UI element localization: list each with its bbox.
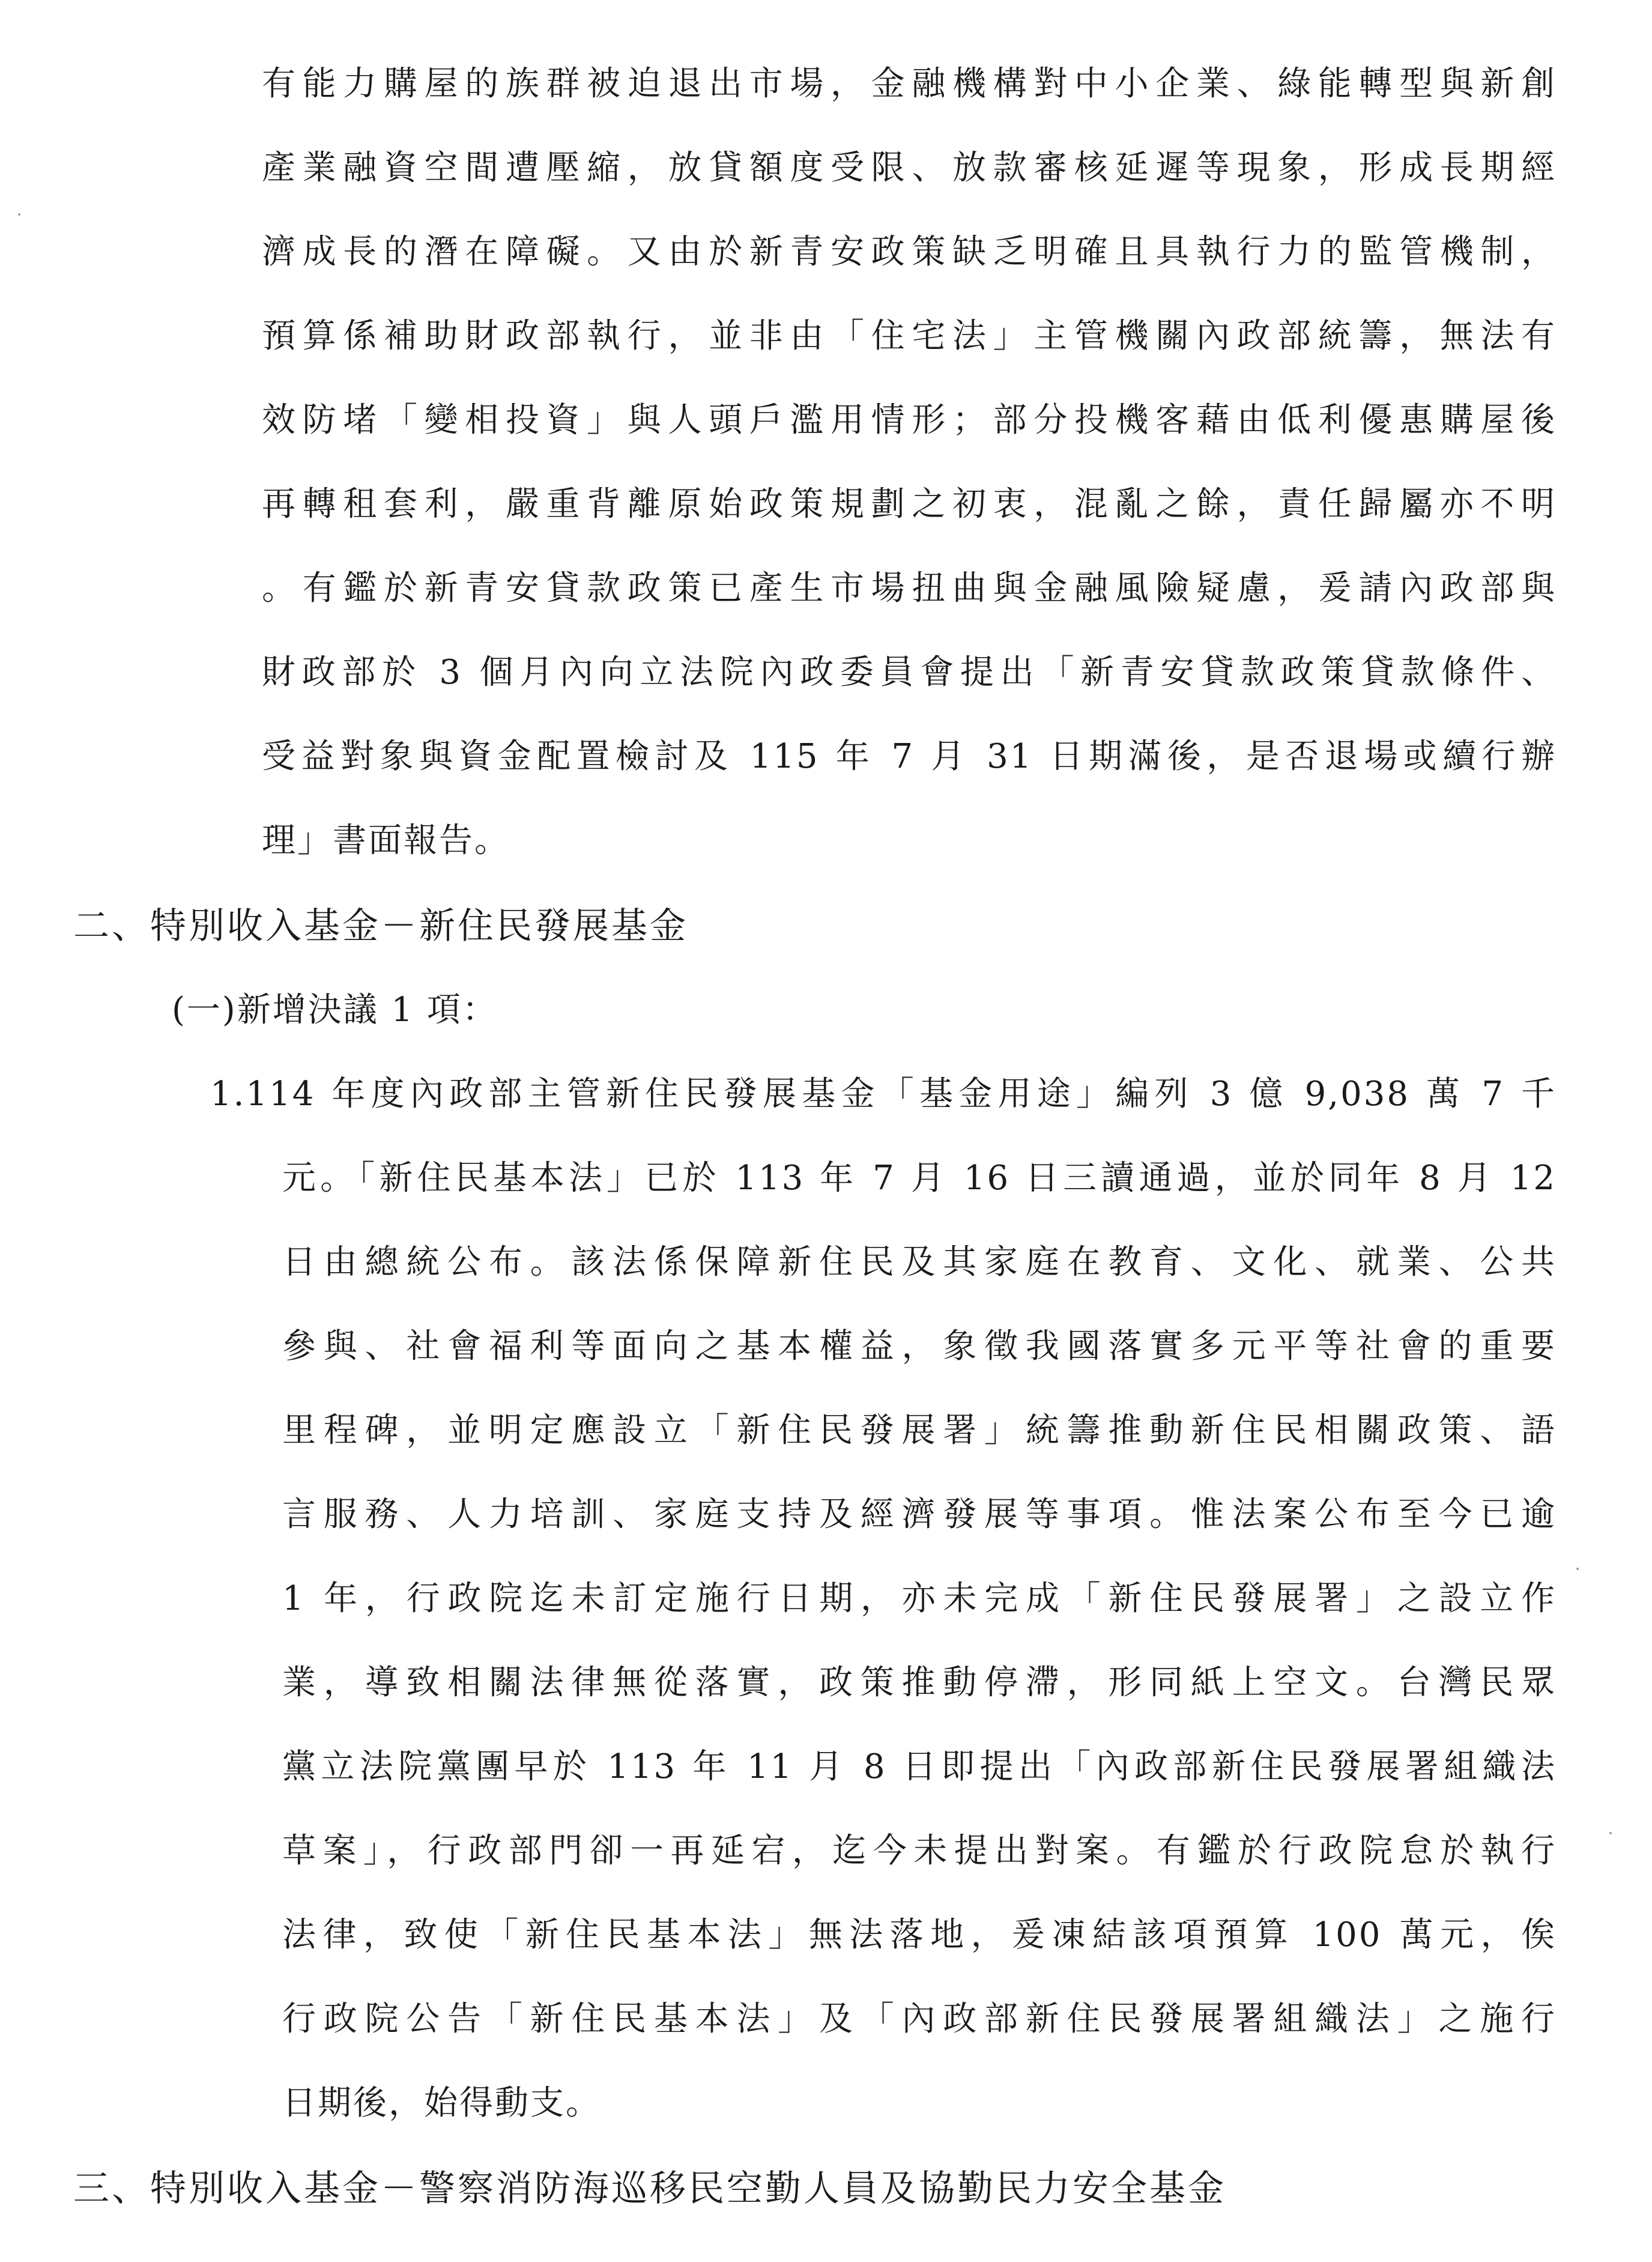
item-line: 法律，致使「新住民基本法」無法落地，爰凍結該項預算 100 萬元，俟	[282, 1915, 1557, 1954]
scan-speck	[1609, 1832, 1612, 1834]
item-line: 黨立法院黨團早於 113 年 11 月 8 日即提出「內政部新住民發展署組織法	[282, 1747, 1557, 1786]
subsection-heading: (一)新增決議 1 項：	[172, 990, 498, 1029]
section-heading-safety-fund: 三、特別收入基金－警察消防海巡移民空勤人員及協勤民力安全基金	[73, 2168, 1226, 2210]
paragraph-line: 受益對象與資金配置檢討及 115 年 7 月 31 日期滿後，是否退場或續行辦	[262, 737, 1557, 776]
item-line: 1.114 年度內政部主管新住民發展基金「基金用途」編列 3 億 9,038 萬 7 千	[210, 1075, 1557, 1114]
paragraph-line: 產業融資空間遭壓縮，放貸額度受限、放款審核延遲等現象，形成長期經	[262, 148, 1557, 187]
paragraph-line: 再轉租套利，嚴重背離原始政策規劃之初衷，混亂之餘，責任歸屬亦不明	[262, 485, 1557, 524]
paragraph-line: 濟成長的潛在障礙。又由於新青安政策缺乏明確且具執行力的監管機制，	[262, 232, 1557, 271]
section-heading-new-residents-fund: 二、特別收入基金－新住民發展基金	[73, 905, 688, 947]
paragraph-line: 預算係補助財政部執行，並非由「住宅法」主管機關內政部統籌，無法有	[262, 317, 1557, 356]
item-line: 1 年，行政院迄未訂定施行日期，亦未完成「新住民發展署」之設立作	[282, 1579, 1557, 1618]
paragraph-line: 效防堵「變相投資」與人頭戶濫用情形；部分投機客藉由低利優惠購屋後	[262, 401, 1557, 440]
item-line: 日期後，始得動支。	[282, 2084, 601, 2123]
item-line: 日由總統公布。該法係保障新住民及其家庭在教育、文化、就業、公共	[282, 1243, 1557, 1282]
item-line: 草案」，行政部門卻一再延宕，迄今未提出對案。有鑑於行政院怠於執行	[282, 1831, 1557, 1870]
paragraph-line: 財政部於 3 個月內向立法院內政委員會提出「新青安貸款政策貸款條件、	[262, 653, 1557, 692]
paragraph-line: 理」書面報告。	[262, 821, 510, 860]
item-line: 元。「新住民基本法」已於 113 年 7 月 16 日三讀通過，並於同年 8 月 12	[282, 1159, 1557, 1198]
paragraph-line: 。有鑑於新青安貸款政策已產生市場扭曲與金融風險疑慮，爰請內政部與	[262, 569, 1557, 608]
item-line: 里程碑，並明定應設立「新住民發展署」統籌推動新住民相關政策、語	[282, 1411, 1557, 1450]
item-line: 言服務、人力培訓、家庭支持及經濟發展等事項。惟法案公布至今已逾	[282, 1495, 1557, 1534]
scan-speck	[18, 213, 20, 216]
paragraph-line: 有能力購屋的族群被迫退出市場，金融機構對中小企業、綠能轉型與新創	[262, 64, 1557, 103]
scan-speck	[1576, 1568, 1579, 1570]
item-line: 業，導致相關法律無從落實，政策推動停滯，形同紙上空文。台灣民眾	[282, 1663, 1557, 1702]
item-line: 參與、社會福利等面向之基本權益，象徵我國落實多元平等社會的重要	[282, 1327, 1557, 1366]
item-line: 行政院公告「新住民基本法」及「內政部新住民發展署組織法」之施行	[282, 2000, 1557, 2039]
